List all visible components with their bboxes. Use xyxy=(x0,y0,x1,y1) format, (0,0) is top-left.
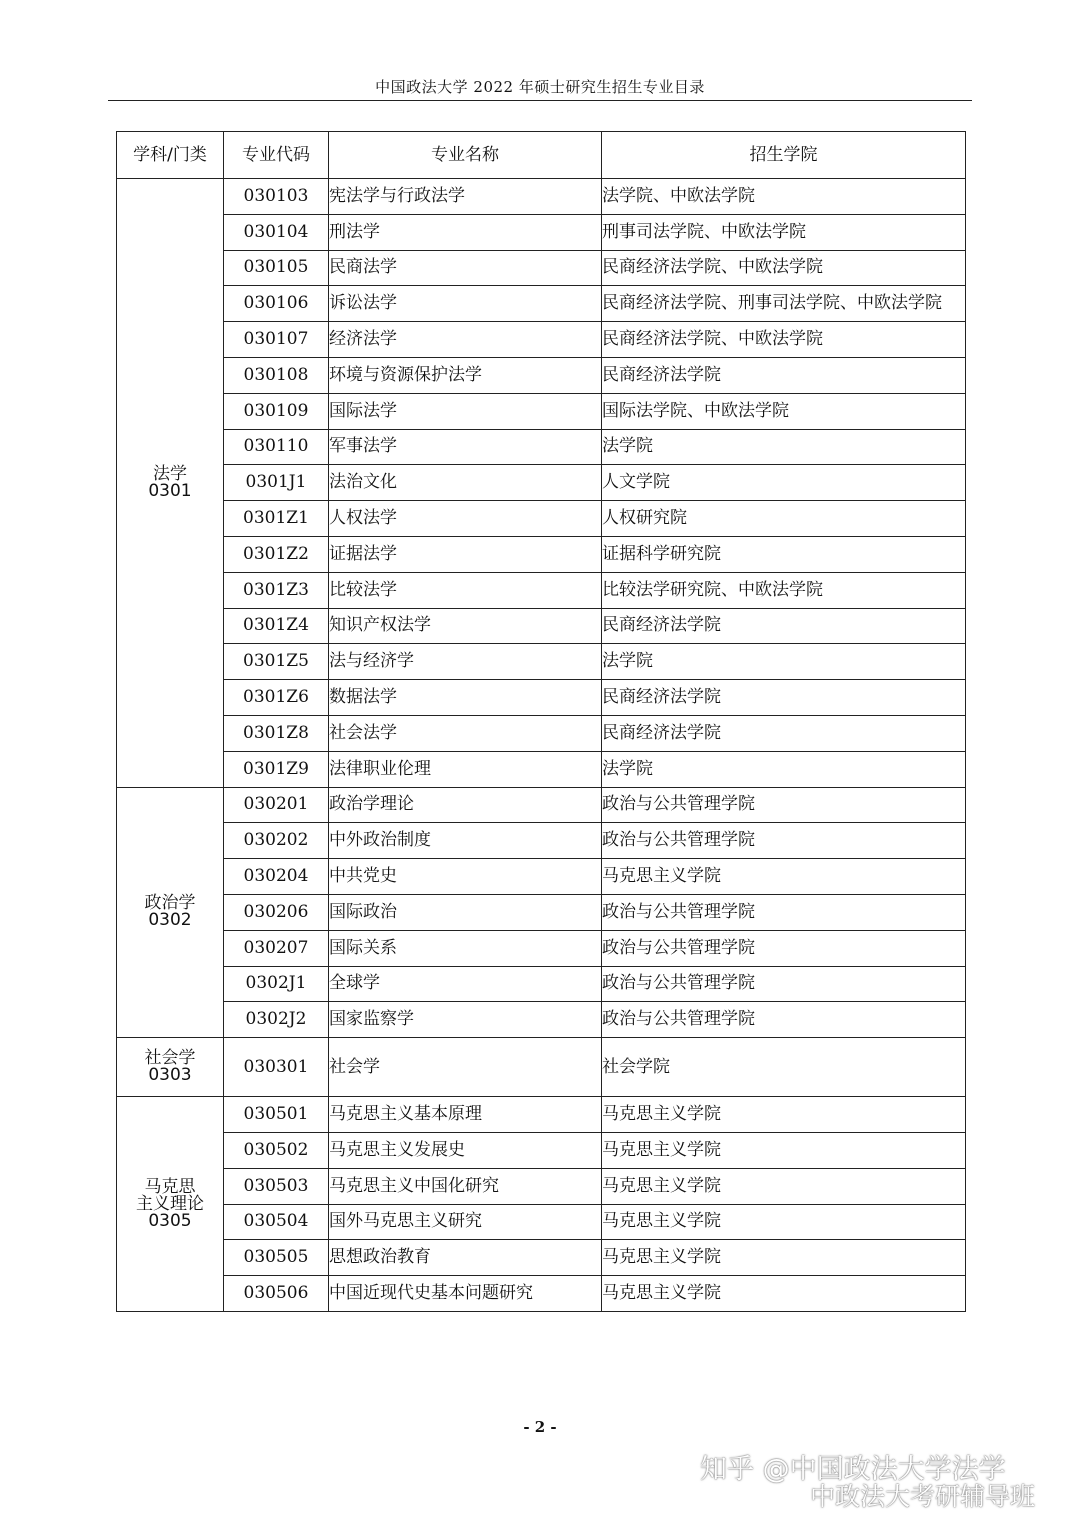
college-cell: 马克思主义学院 xyxy=(602,859,966,895)
college-cell: 马克思主义学院 xyxy=(602,1240,966,1276)
major-name-cell: 宪法学与行政法学 xyxy=(329,179,602,215)
table-row xyxy=(117,1204,966,1240)
discipline-name: 法学 xyxy=(153,463,187,484)
college-cell: 法学院 xyxy=(602,644,966,680)
major-code-cell: 0301Z1 xyxy=(224,501,329,537)
major-name-cell: 中共党史 xyxy=(329,859,602,895)
major-code-cell: 0301Z8 xyxy=(224,715,329,751)
table-row xyxy=(117,894,966,930)
table-row xyxy=(117,1132,966,1168)
college-cell: 民商经济法学院 xyxy=(602,680,966,716)
page-number: - 2 - xyxy=(523,1418,557,1436)
major-code-cell: 030503 xyxy=(224,1168,329,1204)
major-code-cell: 0301Z2 xyxy=(224,536,329,572)
major-code-cell: 030501 xyxy=(224,1097,329,1133)
table-row xyxy=(117,1002,966,1038)
table-row xyxy=(117,536,966,572)
college-cell: 刑事司法学院、中欧法学院 xyxy=(602,214,966,250)
college-cell: 政治与公共管理学院 xyxy=(602,823,966,859)
table-row xyxy=(117,680,966,716)
major-name-cell: 中国近现代史基本问题研究 xyxy=(329,1276,602,1312)
major-code-cell: 030506 xyxy=(224,1276,329,1312)
table-row xyxy=(117,1097,966,1133)
major-name-cell: 全球学 xyxy=(329,966,602,1002)
column-header-college: 招生学院 xyxy=(602,132,966,179)
major-name-cell: 中外政治制度 xyxy=(329,823,602,859)
watermark-line-1: 知乎 @中国政法大学法学 xyxy=(700,1454,1006,1485)
major-name-cell: 经济法学 xyxy=(329,322,602,358)
major-code-cell: 030201 xyxy=(224,787,329,823)
college-cell: 政治与公共管理学院 xyxy=(602,894,966,930)
discipline-cell xyxy=(117,179,224,788)
table-header-row xyxy=(117,132,966,179)
major-code-cell: 030204 xyxy=(224,859,329,895)
table-row xyxy=(117,357,966,393)
college-cell: 民商经济法学院 xyxy=(602,715,966,751)
college-cell: 民商经济法学院、刑事司法学院、中欧法学院 xyxy=(602,286,966,322)
discipline-cell xyxy=(117,1038,224,1097)
table-row xyxy=(117,286,966,322)
table-row xyxy=(117,715,966,751)
discipline-cell xyxy=(117,787,224,1038)
column-header-discipline: 学科/门类 xyxy=(117,132,224,179)
major-name-cell: 马克思主义基本原理 xyxy=(329,1097,602,1133)
college-cell: 马克思主义学院 xyxy=(602,1204,966,1240)
major-name-cell: 数据法学 xyxy=(329,680,602,716)
major-name-cell: 思想政治教育 xyxy=(329,1240,602,1276)
major-code-cell: 0301Z3 xyxy=(224,572,329,608)
college-cell: 马克思主义学院 xyxy=(602,1132,966,1168)
table-row xyxy=(117,322,966,358)
major-name-cell: 法律职业伦理 xyxy=(329,751,602,787)
table-row xyxy=(117,644,966,680)
major-name-cell: 军事法学 xyxy=(329,429,602,465)
major-name-cell: 国际法学 xyxy=(329,393,602,429)
major-code-cell: 0302J1 xyxy=(224,966,329,1002)
table-row xyxy=(117,393,966,429)
college-cell: 社会学院 xyxy=(602,1038,966,1097)
table-row xyxy=(117,608,966,644)
table-row xyxy=(117,501,966,537)
discipline-code: 0303 xyxy=(148,1065,192,1086)
major-code-cell: 030105 xyxy=(224,250,329,286)
college-cell: 马克思主义学院 xyxy=(602,1097,966,1133)
major-code-cell: 030505 xyxy=(224,1240,329,1276)
college-cell: 政治与公共管理学院 xyxy=(602,966,966,1002)
college-cell: 政治与公共管理学院 xyxy=(602,1002,966,1038)
major-code-cell: 030502 xyxy=(224,1132,329,1168)
table-body xyxy=(117,179,966,1312)
major-code-cell: 030110 xyxy=(224,429,329,465)
college-cell: 马克思主义学院 xyxy=(602,1168,966,1204)
major-code-cell: 0301J1 xyxy=(224,465,329,501)
major-name-cell: 人权法学 xyxy=(329,501,602,537)
table-row xyxy=(117,966,966,1002)
watermark xyxy=(700,1456,1070,1511)
table-row xyxy=(117,465,966,501)
major-name-cell: 证据法学 xyxy=(329,536,602,572)
major-name-cell: 比较法学 xyxy=(329,572,602,608)
major-name-cell: 国外马克思主义研究 xyxy=(329,1204,602,1240)
college-cell: 人权研究院 xyxy=(602,501,966,537)
major-name-cell: 社会学 xyxy=(329,1038,602,1097)
major-code-cell: 0301Z6 xyxy=(224,680,329,716)
major-code-cell: 030104 xyxy=(224,214,329,250)
college-cell: 政治与公共管理学院 xyxy=(602,787,966,823)
major-name-cell: 国际政治 xyxy=(329,894,602,930)
college-cell: 法学院、中欧法学院 xyxy=(602,179,966,215)
college-cell: 民商经济法学院 xyxy=(602,608,966,644)
major-code-cell: 030504 xyxy=(224,1204,329,1240)
discipline-name: 社会学 xyxy=(144,1048,196,1069)
major-code-cell: 0301Z5 xyxy=(224,644,329,680)
watermark-line-2: 中政法大考研辅导班 xyxy=(810,1482,1036,1512)
major-code-cell: 0301Z4 xyxy=(224,608,329,644)
major-name-cell: 国际关系 xyxy=(329,930,602,966)
table-row xyxy=(117,429,966,465)
major-name-cell: 马克思主义发展史 xyxy=(329,1132,602,1168)
major-code-cell: 030103 xyxy=(224,179,329,215)
college-cell: 法学院 xyxy=(602,429,966,465)
column-header-major-code: 专业代码 xyxy=(224,132,329,179)
major-code-cell: 0302J2 xyxy=(224,1002,329,1038)
major-name-cell: 法治文化 xyxy=(329,465,602,501)
table-row xyxy=(117,572,966,608)
discipline-name: 政治学 xyxy=(144,893,196,914)
table-row xyxy=(117,250,966,286)
major-name-cell: 刑法学 xyxy=(329,214,602,250)
major-catalog-table xyxy=(116,131,966,1312)
discipline-cell xyxy=(117,1097,224,1312)
table-row xyxy=(117,179,966,215)
college-cell: 民商经济法学院、中欧法学院 xyxy=(602,322,966,358)
table-row xyxy=(117,823,966,859)
discipline-code: 0301 xyxy=(148,480,192,501)
major-name-cell: 政治学理论 xyxy=(329,787,602,823)
major-code-cell: 030109 xyxy=(224,393,329,429)
table-row xyxy=(117,214,966,250)
major-code-cell: 030207 xyxy=(224,930,329,966)
college-cell: 国际法学院、中欧法学院 xyxy=(602,393,966,429)
major-name-cell: 社会法学 xyxy=(329,715,602,751)
college-cell: 法学院 xyxy=(602,751,966,787)
college-cell: 政治与公共管理学院 xyxy=(602,930,966,966)
major-name-cell: 国家监察学 xyxy=(329,1002,602,1038)
college-cell: 比较法学研究院、中欧法学院 xyxy=(602,572,966,608)
table-row xyxy=(117,751,966,787)
column-header-major-name: 专业名称 xyxy=(329,132,602,179)
major-code-cell: 0301Z9 xyxy=(224,751,329,787)
major-name-cell: 法与经济学 xyxy=(329,644,602,680)
major-code-cell: 030202 xyxy=(224,823,329,859)
discipline-code: 0305 xyxy=(148,1210,192,1231)
major-name-cell: 诉讼法学 xyxy=(329,286,602,322)
header-divider xyxy=(108,100,972,101)
college-cell: 马克思主义学院 xyxy=(602,1276,966,1312)
table-row xyxy=(117,1168,966,1204)
discipline-code: 0302 xyxy=(148,910,192,931)
college-cell: 民商经济法学院 xyxy=(602,357,966,393)
major-name-cell: 民商法学 xyxy=(329,250,602,286)
table-row xyxy=(117,859,966,895)
discipline-name-line: 马克思 xyxy=(144,1176,196,1197)
major-code-cell: 030108 xyxy=(224,357,329,393)
major-name-cell: 知识产权法学 xyxy=(329,608,602,644)
major-code-cell: 030106 xyxy=(224,286,329,322)
table-row xyxy=(117,930,966,966)
college-cell: 人文学院 xyxy=(602,465,966,501)
major-name-cell: 马克思主义中国化研究 xyxy=(329,1168,602,1204)
major-code-cell: 030206 xyxy=(224,894,329,930)
table-row xyxy=(117,787,966,823)
table-row xyxy=(117,1276,966,1312)
major-code-cell: 030301 xyxy=(224,1038,329,1097)
table-row xyxy=(117,1240,966,1276)
major-name-cell: 环境与资源保护法学 xyxy=(329,357,602,393)
discipline-name-line: 主义理论 xyxy=(136,1193,204,1214)
major-code-cell: 030107 xyxy=(224,322,329,358)
college-cell: 证据科学研究院 xyxy=(602,536,966,572)
page-header-title: 中国政法大学 2022 年硕士研究生招生专业目录 xyxy=(375,78,705,96)
college-cell: 民商经济法学院、中欧法学院 xyxy=(602,250,966,286)
table-row xyxy=(117,1038,966,1097)
